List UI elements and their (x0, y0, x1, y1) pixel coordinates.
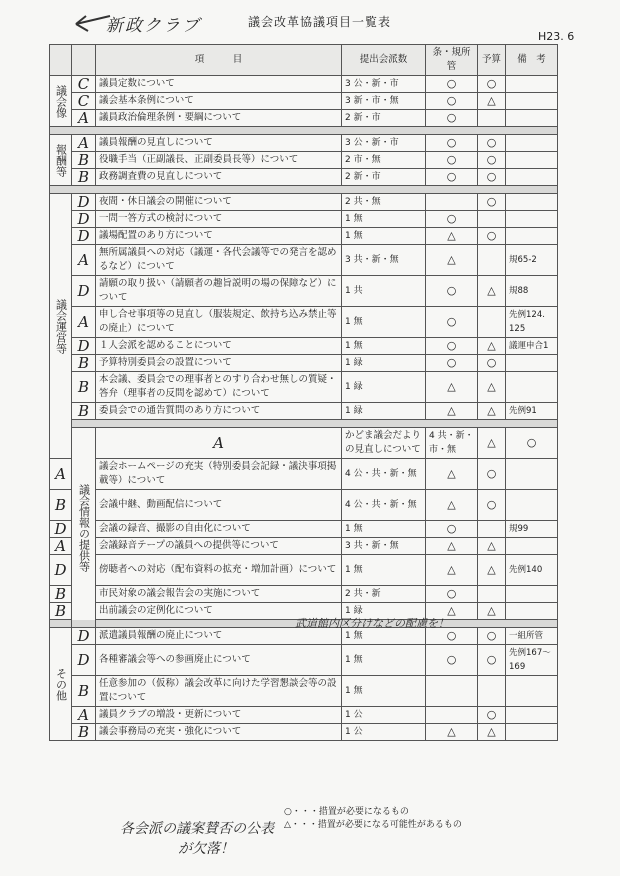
budget-mark: ○ (478, 169, 506, 186)
item-text: 夜間・休日議会の開催について (96, 194, 342, 211)
priority-rank: B (72, 152, 96, 169)
submitting-groups: 2 新・市 (342, 110, 426, 127)
submitting-groups: 1 無 (342, 645, 426, 676)
section-separator (50, 127, 558, 135)
table-header-row (50, 45, 558, 76)
item-text: 任意参加の（仮称）議会改革に向けた学習懇談会等の設置について (96, 676, 342, 707)
regulation-mark: △ (426, 555, 478, 586)
column-header (72, 45, 96, 76)
priority-rank: C (72, 93, 96, 110)
submitting-groups: 1 緑 (342, 603, 426, 620)
item-text: 出前議会の定例化について (96, 603, 342, 620)
category-label: その他 (50, 628, 72, 741)
regulation-mark: △ (426, 372, 478, 403)
item-text: 議員報酬の見直しについて (96, 135, 342, 152)
remarks: 先例140 (506, 555, 558, 586)
item-text: 議員定数について (96, 76, 342, 93)
priority-rank: A (96, 428, 342, 459)
table-row (50, 428, 558, 459)
regulation-mark: △ (426, 228, 478, 245)
budget-mark (478, 676, 506, 707)
table-row (50, 76, 558, 93)
remarks (506, 110, 558, 127)
item-text: 会議中継、動画配信について (96, 490, 342, 521)
submitting-groups: 1 無 (342, 211, 426, 228)
remarks: 規65-2 (506, 245, 558, 276)
priority-rank: B (72, 372, 96, 403)
document-date: H23. 6 (538, 30, 575, 43)
item-text: 申し合せ事項等の見直し（服装規定、飲持ち込み禁止等の廃止）について (96, 307, 342, 338)
item-text: 傍聴者への対応（配布資料の拡充・増加計画）について (96, 555, 342, 586)
priority-rank: D (72, 276, 96, 307)
priority-rank: D (72, 228, 96, 245)
table-row (50, 211, 558, 228)
priority-rank: A (72, 245, 96, 276)
column-header: 備 考 (506, 45, 558, 76)
item-text: 議会ホームページの充実（特別委員会記録・議決事項掲載等）について (96, 459, 342, 490)
priority-rank: B (50, 490, 72, 521)
regulation-mark (426, 194, 478, 211)
handwritten-note-bottom: 各会派の議案賛否の公表 (120, 821, 274, 837)
remarks: 先例91 (506, 403, 558, 420)
item-text: 議会基本条例について (96, 93, 342, 110)
budget-mark (478, 110, 506, 127)
priority-rank: B (72, 724, 96, 741)
submitting-groups: 2 市・無 (342, 152, 426, 169)
section-separator (50, 186, 558, 194)
priority-rank: B (50, 603, 72, 620)
item-text: 市民対象の議会報告会の実施について (96, 586, 342, 603)
submitting-groups: 1 公 (342, 707, 426, 724)
remarks: 規99 (506, 521, 558, 538)
budget-mark: ○ (478, 152, 506, 169)
regulation-mark: △ (426, 603, 478, 620)
submitting-groups: 3 新・市・無 (342, 93, 426, 110)
item-text: 会議録音テープの議員への提供等について (96, 538, 342, 555)
regulation-mark: ○ (426, 135, 478, 152)
agenda-table (49, 44, 558, 741)
remarks (506, 490, 558, 521)
column-header: 予算 (478, 45, 506, 76)
column-header: 条・規所管 (426, 45, 478, 76)
budget-mark (478, 307, 506, 338)
item-text: １人会派を認めることについて (96, 338, 342, 355)
table-row (50, 372, 558, 403)
legend-item: ○・・・措置が必要になるもの (284, 807, 409, 817)
submitting-groups: 3 共・新・無 (342, 245, 426, 276)
category-label: 報酬等 (50, 135, 72, 186)
submitting-groups: 1 無 (342, 676, 426, 707)
document-title: 議会改革協議項目一覧表 (248, 15, 392, 29)
table-row (50, 586, 558, 603)
priority-rank: B (72, 355, 96, 372)
priority-rank: D (50, 555, 72, 586)
remarks (506, 355, 558, 372)
submitting-groups: 4 公・共・新・無 (342, 490, 426, 521)
category-label: 議会運営等 (50, 194, 72, 459)
budget-mark (478, 521, 506, 538)
regulation-mark: ○ (426, 76, 478, 93)
budget-mark: ○ (478, 628, 506, 645)
regulation-mark: △ (426, 724, 478, 741)
remarks (506, 194, 558, 211)
legend (284, 806, 462, 832)
regulation-mark: ○ (426, 169, 478, 186)
item-text: かどま議会だよりの見直しについて (342, 428, 426, 459)
priority-rank: D (72, 628, 96, 645)
item-text: 政務調査費の見直しについて (96, 169, 342, 186)
submitting-groups: 1 無 (342, 521, 426, 538)
item-text: 議場配置のあり方について (96, 228, 342, 245)
item-text: 一問一答方式の検討について (96, 211, 342, 228)
table-row (50, 490, 558, 521)
table-row (50, 135, 558, 152)
table-row (50, 521, 558, 538)
regulation-mark: △ (426, 245, 478, 276)
regulation-mark (426, 707, 478, 724)
budget-mark: △ (478, 403, 506, 420)
priority-rank: B (72, 676, 96, 707)
item-text: 議員クラブの増設・更新について (96, 707, 342, 724)
item-text: 派遣議員報酬の廃止について (96, 628, 342, 645)
submitting-groups: 1 共 (342, 276, 426, 307)
submitting-groups: 1 無 (342, 307, 426, 338)
regulation-mark: ○ (426, 628, 478, 645)
budget-mark (478, 211, 506, 228)
budget-mark: ○ (478, 228, 506, 245)
remarks (506, 724, 558, 741)
submitting-groups: 1 無 (342, 555, 426, 586)
budget-mark: ○ (506, 428, 558, 459)
budget-mark: △ (478, 555, 506, 586)
regulation-mark: ○ (426, 276, 478, 307)
priority-rank: D (72, 211, 96, 228)
remarks (506, 538, 558, 555)
submitting-groups: 1 緑 (342, 403, 426, 420)
submitting-groups: 2 共・無 (342, 194, 426, 211)
regulation-mark: ○ (426, 586, 478, 603)
regulation-mark: ○ (426, 152, 478, 169)
regulation-mark: △ (478, 428, 506, 459)
submitting-groups: 1 緑 (342, 372, 426, 403)
submitting-groups: 1 無 (342, 228, 426, 245)
remarks (506, 676, 558, 707)
item-text: 無所属議員への対応（議運・各代会議等での発言を認めるなど）について (96, 245, 342, 276)
table-row (50, 676, 558, 707)
submitting-groups: 1 緑 (342, 355, 426, 372)
remarks (506, 93, 558, 110)
item-text: 委員会での通告質問のあり方について (96, 403, 342, 420)
remarks (506, 372, 558, 403)
remarks (506, 459, 558, 490)
budget-mark: △ (478, 372, 506, 403)
priority-rank: A (72, 135, 96, 152)
category-label: 議会情報の提供等 (72, 428, 96, 628)
budget-mark: ○ (478, 76, 506, 93)
item-text: 各種審議会等への参画廃止について (96, 645, 342, 676)
remarks: 規88 (506, 276, 558, 307)
budget-mark: ○ (478, 490, 506, 521)
handwritten-note-bottom-2: が欠落！ (178, 841, 234, 857)
priority-rank: D (72, 645, 96, 676)
column-header (50, 45, 72, 76)
budget-mark (478, 245, 506, 276)
priority-rank: A (72, 707, 96, 724)
table-row (50, 459, 558, 490)
table-row (50, 93, 558, 110)
table-row (50, 169, 558, 186)
regulation-mark (426, 676, 478, 707)
table-row (50, 276, 558, 307)
item-text: 議会事務局の充実・強化について (96, 724, 342, 741)
priority-rank: D (72, 194, 96, 211)
handwritten-note-top: 新政クラブ (106, 16, 201, 36)
remarks (506, 707, 558, 724)
table-row (50, 707, 558, 724)
budget-mark: ○ (478, 459, 506, 490)
submitting-groups: 4 共・新・市・無 (426, 428, 478, 459)
remarks (506, 228, 558, 245)
item-text: 本会議、委員会での理事者とのすり合わせ無しの質疑・答弁（理事者の反問を認めて）について (96, 372, 342, 403)
handwritten-annotation: 武道館内区分けなどの配慮を！ (295, 617, 449, 630)
table-row (50, 152, 558, 169)
separator-cell (50, 186, 558, 194)
item-text: 役職手当（正副議長、正副委員長等）について (96, 152, 342, 169)
regulation-mark: ○ (426, 338, 478, 355)
priority-rank: B (72, 169, 96, 186)
remarks: 先例124. 125 (506, 307, 558, 338)
budget-mark: △ (478, 276, 506, 307)
table-row (50, 110, 558, 127)
column-header: 項 目 (96, 45, 342, 76)
remarks (506, 135, 558, 152)
remarks (506, 152, 558, 169)
regulation-mark: △ (426, 459, 478, 490)
category-label: 議会像 (50, 76, 72, 127)
budget-mark: ○ (478, 355, 506, 372)
priority-rank: A (50, 459, 72, 490)
submitting-groups: 3 共・新・無 (342, 538, 426, 555)
submitting-groups: 2 共・新 (342, 586, 426, 603)
budget-mark: ○ (478, 645, 506, 676)
priority-rank: D (50, 521, 72, 538)
priority-rank: B (72, 403, 96, 420)
priority-rank: A (72, 307, 96, 338)
separator-cell (50, 127, 558, 135)
regulation-mark: ○ (426, 521, 478, 538)
remarks: 先例167～169 (506, 645, 558, 676)
regulation-mark: ○ (426, 93, 478, 110)
table-row (50, 228, 558, 245)
table-row (50, 403, 558, 420)
priority-rank: D (72, 338, 96, 355)
submitting-groups: 4 公・共・新・無 (342, 459, 426, 490)
table-row (50, 645, 558, 676)
budget-mark: ○ (478, 707, 506, 724)
budget-mark: △ (478, 538, 506, 555)
regulation-mark: ○ (426, 110, 478, 127)
remarks (506, 211, 558, 228)
submitting-groups: 1 無 (342, 628, 426, 645)
table-row (50, 538, 558, 555)
table-row (50, 338, 558, 355)
table-body (50, 76, 558, 741)
item-text: 予算特別委員会の設置について (96, 355, 342, 372)
submitting-groups: 3 公・新・市 (342, 135, 426, 152)
remarks (506, 586, 558, 603)
priority-rank: B (50, 586, 72, 603)
budget-mark (478, 586, 506, 603)
budget-mark: △ (478, 93, 506, 110)
priority-rank: C (72, 76, 96, 93)
priority-rank: A (50, 538, 72, 555)
budget-mark: ○ (478, 194, 506, 211)
legend-item: △・・・措置が必要になる可能性があるもの (284, 820, 462, 830)
table-row (50, 555, 558, 586)
remarks: 議運申合1 (506, 338, 558, 355)
table-row (50, 355, 558, 372)
table-row (50, 194, 558, 211)
budget-mark: △ (478, 724, 506, 741)
regulation-mark: △ (426, 490, 478, 521)
regulation-mark: ○ (426, 645, 478, 676)
table-row (50, 724, 558, 741)
budget-mark: △ (478, 338, 506, 355)
submitting-groups: 1 無 (342, 338, 426, 355)
item-text: 請願の取り扱い（請願者の趣旨説明の場の保障など）について (96, 276, 342, 307)
priority-rank: A (72, 110, 96, 127)
regulation-mark: ○ (426, 307, 478, 338)
regulation-mark: △ (426, 538, 478, 555)
remarks (506, 76, 558, 93)
column-header: 提出会派数 (342, 45, 426, 76)
regulation-mark: ○ (426, 211, 478, 228)
submitting-groups: 2 新・市 (342, 169, 426, 186)
submitting-groups: 1 公 (342, 724, 426, 741)
item-text: 会議の録音、撮影の自由化について (96, 521, 342, 538)
table-row (50, 307, 558, 338)
item-text: 議員政治倫理条例・要綱について (96, 110, 342, 127)
remarks: 一組所管 (506, 628, 558, 645)
section-separator (50, 420, 558, 428)
regulation-mark: ○ (426, 355, 478, 372)
remarks (506, 169, 558, 186)
remarks (506, 603, 558, 620)
budget-mark: △ (478, 603, 506, 620)
table-row (50, 245, 558, 276)
budget-mark: ○ (478, 135, 506, 152)
submitting-groups: 3 公・新・市 (342, 76, 426, 93)
regulation-mark: △ (426, 403, 478, 420)
separator-cell (72, 420, 558, 428)
